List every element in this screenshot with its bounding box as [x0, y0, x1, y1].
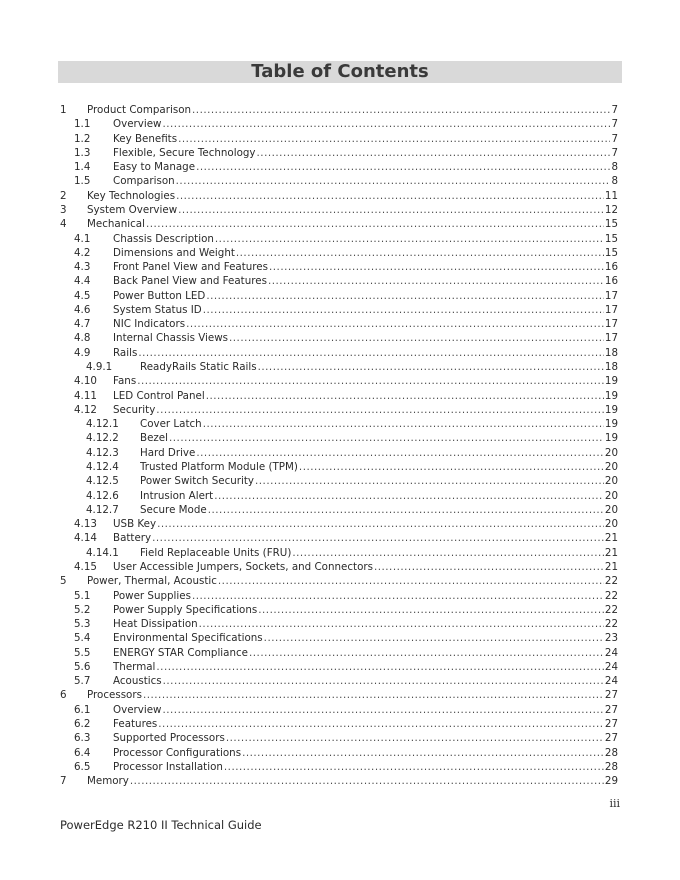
toc-entry-number: 4.9.1	[86, 361, 113, 374]
toc-entry[interactable]	[0, 417, 680, 431]
toc-leader-dots	[292, 546, 604, 560]
toc-entry-line	[113, 560, 618, 574]
toc-entry-label: Overview	[113, 703, 162, 716]
toc-entry-line	[140, 360, 618, 374]
toc-entry-page: 15	[604, 232, 618, 245]
toc-entry-label: Chassis Description	[113, 232, 214, 245]
toc-leader-dots	[178, 203, 604, 217]
toc-entry-number: 1.4	[74, 161, 91, 174]
toc-entry-label: Rails	[113, 346, 138, 359]
toc-entry-number: 4.12.5	[86, 475, 119, 488]
toc-leader-dots	[162, 703, 603, 717]
toc-entry-line	[113, 517, 618, 531]
toc-leader-dots	[249, 646, 604, 660]
toc-entry-line	[87, 103, 618, 117]
toc-entry[interactable]	[0, 603, 680, 617]
toc-entry[interactable]	[0, 646, 680, 660]
toc-entry-line	[113, 746, 618, 760]
toc-entry-number: 4	[60, 218, 67, 231]
toc-entry[interactable]	[0, 346, 680, 360]
toc-leader-dots	[192, 103, 610, 117]
toc-entry-page: 27	[604, 689, 618, 702]
toc-leader-dots	[374, 560, 604, 574]
toc-entry[interactable]	[0, 203, 680, 217]
toc-entry-line	[113, 717, 618, 731]
toc-entry-label: Memory	[87, 775, 129, 788]
toc-entry[interactable]	[0, 589, 680, 603]
toc-entry-page: 19	[604, 375, 618, 388]
toc-leader-dots	[206, 289, 604, 303]
toc-entry-number: 7	[60, 775, 67, 788]
toc-entry-number: 6.1	[74, 703, 91, 716]
toc-leader-dots	[264, 631, 604, 645]
toc-entry-number: 5.2	[74, 603, 91, 616]
toc-entry-line	[113, 289, 618, 303]
toc-entry-page: 20	[604, 518, 618, 531]
toc-entry-page: 20	[604, 461, 618, 473]
toc-entry-label: Features	[113, 718, 158, 731]
toc-entry-label: Intrusion Alert	[140, 489, 214, 502]
toc-entry-line	[113, 603, 618, 617]
toc-entry-label: Dimensions and Weight	[113, 246, 235, 259]
toc-leader-dots	[130, 774, 604, 788]
toc-entry-page: 24	[604, 646, 618, 659]
toc-leader-dots	[229, 331, 604, 345]
toc-entry-page: 20	[604, 503, 618, 516]
toc-entry-page: 19	[604, 389, 618, 402]
toc-leader-dots	[218, 574, 604, 588]
toc-entry-page: 28	[604, 760, 618, 773]
toc-entry[interactable]	[0, 146, 680, 160]
toc-entry-number: 6.2	[74, 718, 91, 731]
toc-entry-label: Easy to Manage	[113, 161, 196, 174]
toc-entry-page: 7	[611, 132, 618, 145]
toc-entry-line	[140, 503, 618, 517]
toc-leader-dots	[146, 217, 604, 231]
toc-leader-dots	[152, 531, 604, 545]
toc-entry-line	[113, 260, 618, 274]
toc-entry-line	[113, 631, 618, 645]
toc-entry-page: 15	[604, 218, 618, 231]
toc-leader-dots	[224, 760, 604, 774]
toc-leader-dots	[208, 503, 604, 517]
toc-entry[interactable]	[0, 117, 680, 131]
toc-entry-line	[113, 317, 618, 331]
toc-entry-page: 7	[611, 118, 618, 131]
toc-entry-page: 8	[611, 175, 618, 188]
toc-entry-label: Front Panel View and Features	[113, 261, 268, 274]
toc-entry[interactable]	[0, 303, 680, 317]
toc-entry[interactable]	[0, 132, 680, 146]
toc-entry[interactable]	[0, 517, 680, 531]
toc-entry-number: 5.1	[74, 589, 91, 602]
toc-entry-line	[87, 189, 618, 203]
toc-leader-dots	[199, 617, 604, 631]
toc-entry[interactable]	[0, 174, 680, 188]
toc-entry-line	[113, 617, 618, 631]
toc-entry[interactable]	[0, 403, 680, 417]
toc-entry-page: 18	[604, 361, 618, 374]
toc-entry[interactable]	[0, 289, 680, 303]
toc-entry-line	[87, 217, 618, 231]
toc-entry-number: 5.4	[74, 632, 91, 645]
toc-entry[interactable]	[0, 246, 680, 260]
toc-entry-line	[113, 346, 618, 360]
toc-entry-page: 20	[604, 475, 618, 488]
toc-entry-number: 5.5	[74, 646, 91, 659]
toc-entry-line	[87, 203, 618, 217]
toc-entry-number: 4.10	[74, 375, 97, 388]
toc-entry-page: 22	[604, 603, 618, 616]
toc-entry-number: 6.3	[74, 732, 91, 745]
toc-leader-dots	[157, 517, 604, 531]
toc-entry[interactable]	[0, 531, 680, 545]
toc-entry-label: LED Control Panel	[113, 389, 205, 402]
toc-entry-label: Key Technologies	[87, 189, 176, 202]
toc-leader-dots	[255, 474, 604, 488]
toc-entry-number: 4.12.7	[86, 503, 119, 516]
toc-entry-label: NIC Indicators	[113, 318, 186, 331]
toc-leader-dots	[169, 431, 604, 445]
toc-leader-dots	[137, 374, 604, 388]
toc-entry-line	[113, 731, 618, 745]
toc-entry-line	[140, 417, 618, 431]
toc-leader-dots	[299, 460, 604, 474]
toc-entry-page: 17	[604, 332, 618, 345]
toc-entry-line	[113, 403, 618, 417]
toc-entry-number: 4.12.2	[86, 432, 119, 445]
toc-entry[interactable]	[0, 460, 680, 474]
toc-entry-page: 17	[604, 318, 618, 331]
toc-entry[interactable]	[0, 274, 680, 288]
toc-leader-dots	[143, 688, 604, 702]
toc-entry[interactable]	[0, 731, 680, 745]
toc-entry[interactable]	[0, 374, 680, 388]
toc-entry-label: Security	[113, 403, 156, 416]
toc-entry-number: 3	[60, 203, 67, 216]
toc-entry-line	[113, 660, 618, 674]
toc-entry-label: Power Supply Specifications	[113, 603, 258, 616]
page-title: Table of Contents	[58, 61, 622, 83]
toc-entry-line	[113, 674, 618, 688]
toc-leader-dots	[162, 117, 610, 131]
toc-entry[interactable]	[0, 703, 680, 717]
toc-entry-page: 21	[604, 546, 618, 559]
toc-entry-number: 4.4	[74, 275, 91, 288]
toc-entry-page: 19	[604, 432, 618, 445]
toc-entry[interactable]	[0, 631, 680, 645]
toc-entry-line	[113, 374, 618, 388]
toc-leader-dots	[257, 146, 611, 160]
toc-entry-line	[113, 760, 618, 774]
toc-entry-number: 4.11	[74, 389, 97, 402]
toc-entry-label: Field Replaceable Units (FRU)	[140, 546, 292, 559]
toc-leader-dots	[226, 731, 604, 745]
toc-entry-number: 4.14.1	[86, 546, 119, 559]
toc-entry[interactable]	[0, 503, 680, 517]
toc-entry[interactable]	[0, 317, 680, 331]
toc-entry-page: 23	[604, 632, 618, 645]
toc-entry-line	[113, 132, 618, 146]
toc-entry-line	[113, 146, 618, 160]
toc-entry-number: 4.1	[74, 232, 91, 245]
toc-entry-number: 4.12.6	[86, 489, 119, 502]
footer-guide-title: PowerEdge R210 II Technical Guide	[60, 818, 262, 832]
toc-entry[interactable]	[0, 489, 680, 503]
toc-entry[interactable]	[0, 660, 680, 674]
toc-entry[interactable]	[0, 260, 680, 274]
toc-entry-label: Fans	[113, 375, 137, 388]
toc-entry-label: Heat Dissipation	[113, 618, 198, 631]
toc-entry-page: 29	[604, 775, 618, 788]
toc-entry[interactable]	[0, 717, 680, 731]
toc-leader-dots	[176, 174, 611, 188]
toc-entry-page: 22	[604, 618, 618, 631]
toc-entry[interactable]	[0, 574, 680, 588]
toc-entry-number: 6.4	[74, 746, 91, 759]
toc-leader-dots	[138, 346, 604, 360]
toc-entry-number: 5	[60, 575, 67, 588]
toc-entry-number: 1.2	[74, 132, 91, 145]
toc-entry-line	[113, 703, 618, 717]
toc-entry-page: 27	[604, 732, 618, 745]
toc-entry-label: Overview	[113, 118, 162, 131]
toc-leader-dots	[258, 360, 604, 374]
toc-entry-line	[113, 589, 618, 603]
toc-entry-label: System Overview	[87, 203, 178, 216]
toc-entry-number: 4.2	[74, 246, 91, 259]
toc-entry-label: Power Button LED	[113, 289, 206, 302]
toc-entry-label: System Status ID	[113, 303, 202, 316]
toc-leader-dots	[196, 446, 604, 460]
toc-leader-dots	[215, 232, 604, 246]
toc-leader-dots	[156, 403, 604, 417]
toc-entry[interactable]	[0, 674, 680, 688]
toc-entry-line	[113, 274, 618, 288]
toc-entry-label: Hard Drive	[140, 446, 196, 459]
toc-entry-number: 4.12	[74, 403, 97, 416]
toc-entry[interactable]	[0, 746, 680, 760]
toc-entry-label: Power Supplies	[113, 589, 191, 602]
toc-entry-page: 8	[611, 161, 618, 174]
toc-entry-number: 5.3	[74, 618, 91, 631]
toc-entry[interactable]	[0, 431, 680, 445]
toc-entry-number: 4.6	[74, 303, 91, 316]
toc-entry-page: 22	[604, 575, 618, 588]
toc-entry-page: 7	[611, 104, 618, 116]
toc-entry-label: Internal Chassis Views	[113, 332, 229, 345]
toc-entry-label: Environmental Specifications	[113, 632, 263, 645]
toc-entry-number: 1	[60, 104, 67, 116]
toc-entry[interactable]	[0, 232, 680, 246]
toc-entry-page: 17	[604, 289, 618, 302]
toc-entry-number: 4.14	[74, 532, 97, 545]
toc-entry-page: 21	[604, 532, 618, 545]
toc-entry[interactable]	[0, 160, 680, 174]
toc-entry-label: Supported Processors	[113, 732, 225, 745]
toc-entry-label: Secure Mode	[140, 503, 207, 516]
toc-entry[interactable]	[0, 560, 680, 574]
toc-entry-label: Cover Latch	[140, 418, 202, 431]
toc-entry[interactable]	[0, 546, 680, 560]
toc-leader-dots	[214, 489, 604, 503]
toc-entry-number: 6	[60, 689, 67, 702]
toc-leader-dots	[178, 132, 610, 146]
toc-entry-label: Flexible, Secure Technology	[113, 146, 256, 159]
toc-entry-number: 4.12.4	[86, 461, 119, 473]
toc-entry-line	[113, 160, 618, 174]
toc-entry-line	[140, 460, 618, 474]
toc-entry-page: 20	[604, 446, 618, 459]
toc-entry-number: 4.12.1	[86, 418, 119, 431]
toc-leader-dots	[156, 660, 603, 674]
toc-entry-page: 16	[604, 275, 618, 288]
toc-entry[interactable]	[0, 688, 680, 702]
toc-entry[interactable]	[0, 217, 680, 231]
toc-entry[interactable]	[0, 446, 680, 460]
toc-entry-number: 4.9	[74, 346, 91, 359]
toc-leader-dots	[176, 189, 604, 203]
toc-entry-page: 16	[604, 261, 618, 274]
toc-entry[interactable]	[0, 389, 680, 403]
page-number: iii	[609, 797, 620, 810]
toc-entry-line	[87, 574, 618, 588]
toc-entry-label: ReadyRails Static Rails	[140, 361, 257, 374]
toc-leader-dots	[192, 589, 604, 603]
toc-entry-number: 5.7	[74, 675, 91, 688]
toc-entry-page: 18	[604, 346, 618, 359]
toc-leader-dots	[203, 417, 604, 431]
toc-entry-number: 4.12.3	[86, 446, 119, 459]
toc-entry-label: Mechanical	[87, 218, 145, 231]
toc-entry-number: 1.1	[74, 118, 91, 131]
toc-leader-dots	[186, 317, 604, 331]
toc-entry[interactable]	[0, 103, 680, 117]
toc-entry[interactable]	[0, 360, 680, 374]
toc-entry-label: Power, Thermal, Acoustic	[87, 575, 217, 588]
toc-entry-number: 2	[60, 189, 67, 202]
toc-entry-line	[140, 431, 618, 445]
toc-entry-line	[87, 688, 618, 702]
toc-entry-page: 21	[604, 560, 618, 573]
toc-entry-page: 20	[604, 489, 618, 502]
toc-entry-line	[140, 446, 618, 460]
toc-entry-number: 6.5	[74, 760, 91, 773]
toc-entry[interactable]	[0, 617, 680, 631]
toc-entry-label: Power Switch Security	[140, 475, 255, 488]
toc-entry-label: Back Panel View and Features	[113, 275, 267, 288]
toc-entry[interactable]	[0, 774, 680, 788]
toc-leader-dots	[158, 717, 604, 731]
toc-entry-line	[113, 303, 618, 317]
toc-entry-number: 4.7	[74, 318, 91, 331]
toc-leader-dots	[203, 303, 604, 317]
toc-entry-label: Thermal	[113, 660, 156, 673]
toc-entry-label: ENERGY STAR Compliance	[113, 646, 249, 659]
toc-entry-label: Processor Configurations	[113, 746, 242, 759]
toc-entry[interactable]	[0, 474, 680, 488]
toc-entry-page: 11	[604, 189, 618, 202]
toc-entry-number: 4.5	[74, 289, 91, 302]
toc-entry-page: 7	[611, 146, 618, 159]
toc-entry-label: Key Benefits	[113, 132, 178, 145]
toc-leader-dots	[242, 746, 604, 760]
toc-leader-dots	[269, 260, 604, 274]
toc-entry-label: Product Comparison	[87, 104, 192, 116]
toc-entry-line	[113, 389, 618, 403]
toc-entry-label: Acoustics	[113, 675, 162, 688]
toc-entry-label: Comparison	[113, 175, 175, 188]
toc-entry-line	[113, 232, 618, 246]
toc-entry-number: 4.15	[74, 560, 97, 573]
toc-entry-label: Processors	[87, 689, 142, 702]
toc-entry-page: 19	[604, 418, 618, 431]
toc-entry-label: Processor Installation	[113, 760, 223, 773]
toc-entry-line	[113, 531, 618, 545]
toc-entry-number: 4.8	[74, 332, 91, 345]
toc-entry-number: 1.5	[74, 175, 91, 188]
toc-entry-label: Battery	[113, 532, 152, 545]
toc-entry-number: 5.6	[74, 660, 91, 673]
toc-entry-line	[87, 774, 618, 788]
toc-entry-label: Trusted Platform Module (TPM)	[140, 461, 298, 473]
toc-entry-line	[140, 474, 618, 488]
toc-entry-number: 4.3	[74, 261, 91, 274]
toc-entry-page: 19	[604, 403, 618, 416]
toc-entry-page: 24	[604, 675, 618, 688]
toc-entry-page: 22	[604, 589, 618, 602]
toc-entry-line	[113, 331, 618, 345]
toc-leader-dots	[236, 246, 604, 260]
toc-entry-page: 12	[604, 203, 618, 216]
toc-entry-line	[113, 646, 618, 660]
toc-entry-number: 4.13	[74, 518, 97, 531]
toc-entry-line	[113, 117, 618, 131]
toc-leader-dots	[258, 603, 604, 617]
toc-entry-page: 15	[604, 246, 618, 259]
toc-leader-dots	[268, 274, 604, 288]
toc-entry-page: 27	[604, 703, 618, 716]
toc-leader-dots	[196, 160, 610, 174]
toc-entry-line	[113, 246, 618, 260]
toc-leader-dots	[163, 674, 604, 688]
toc-entry-number: 1.3	[74, 146, 91, 159]
toc-entry-page: 24	[604, 660, 618, 673]
toc-entry-page: 28	[604, 746, 618, 759]
toc-entry[interactable]	[0, 331, 680, 345]
toc-leader-dots	[206, 389, 604, 403]
toc-entry-label: USB Key	[113, 518, 157, 531]
toc-entry-label: User Accessible Jumpers, Sockets, and Connectors	[113, 560, 373, 573]
toc-entry[interactable]	[0, 189, 680, 203]
toc-entry-label: Bezel	[140, 432, 168, 445]
toc-entry-line	[140, 546, 618, 560]
toc-entry-page: 27	[604, 718, 618, 731]
toc-entry-line	[113, 174, 618, 188]
toc-entry[interactable]	[0, 760, 680, 774]
toc-entry-line	[140, 489, 618, 503]
toc-entry-page: 17	[604, 303, 618, 316]
